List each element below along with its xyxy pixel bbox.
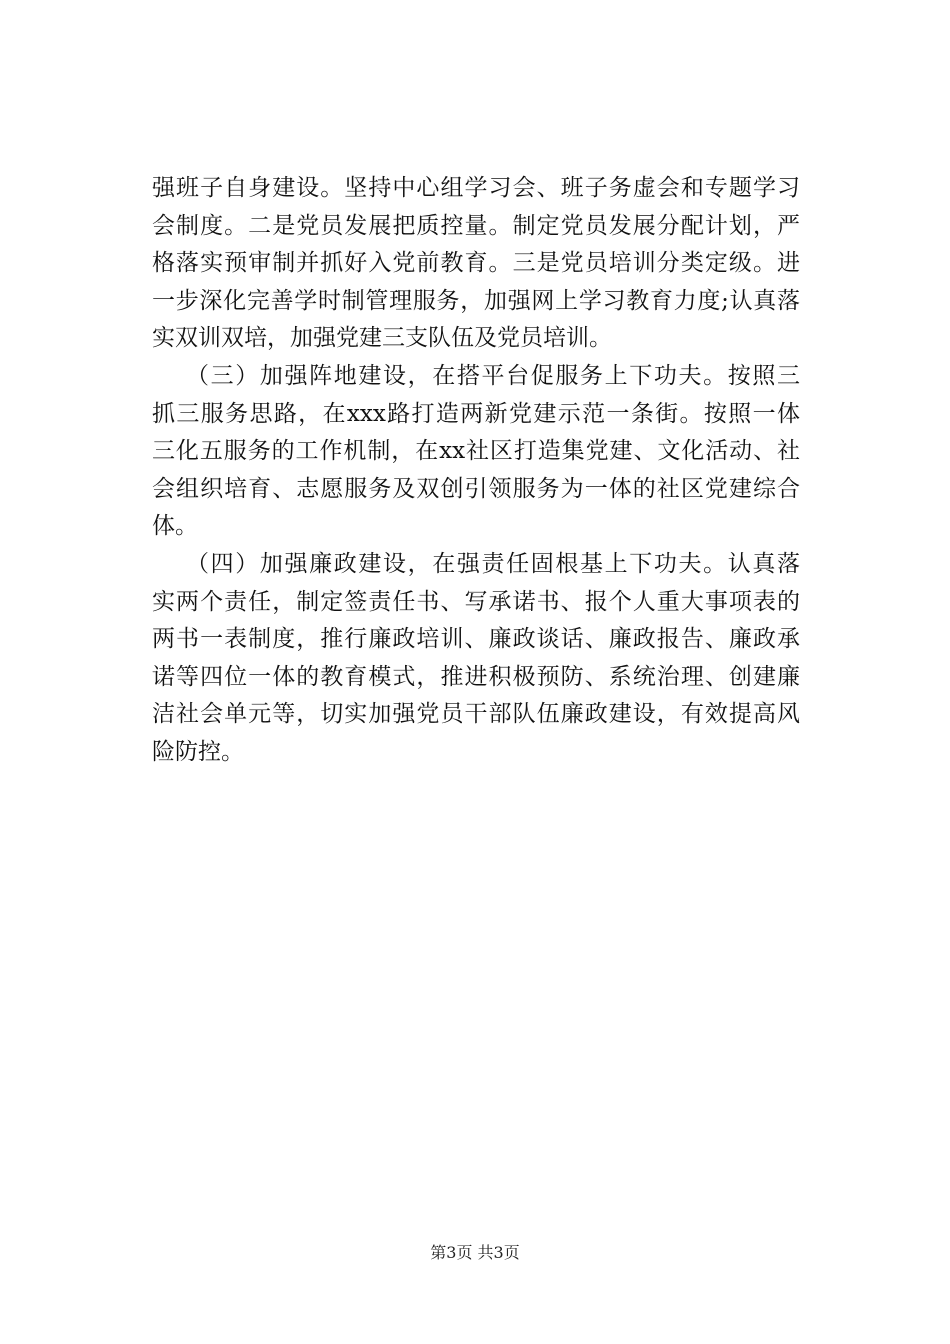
text-line: 实两个责任，制定签责任书、写承诺书、报个人重大事项表的 bbox=[152, 588, 800, 615]
page-footer: 第3页 共3页 bbox=[430, 1243, 520, 1262]
text-line: 体。 bbox=[152, 513, 198, 540]
text-line: 强班子自身建设。坚持中心组学习会、班子务虚会和专题学习 bbox=[152, 175, 800, 201]
text-line: 一步深化完善学时制管理服务，加强网上学习教育力度;认真落 bbox=[152, 287, 800, 314]
text-line: 险防控。 bbox=[152, 738, 244, 765]
text-line: 诺等四位一体的教育模式，推进积极预防、系统治理、创建廉 bbox=[152, 663, 800, 690]
text-line: 格落实预审制并抓好入党前教育。三是党员培训分类定级。进 bbox=[152, 250, 800, 277]
document-body bbox=[152, 170, 800, 772]
text-line: 实双训双培，加强党建三支队伍及党员培训。 bbox=[152, 325, 612, 352]
text-line: 两书一表制度，推行廉政培训、廉政谈话、廉政报告、廉政承 bbox=[152, 626, 800, 653]
text-line: 洁社会单元等，切实加强党员干部队伍廉政建设，有效提高风 bbox=[152, 701, 800, 728]
text-line: 会制度。二是党员发展把质控量。制定党员发展分配计划，严 bbox=[152, 212, 800, 239]
text-line: 三化五服务的工作机制，在xx社区打造集党建、文化活动、社 bbox=[152, 438, 800, 465]
text-line: （三）加强阵地建设，在搭平台促服务上下功夫。按照三 bbox=[186, 362, 800, 389]
text-line: 会组织培育、志愿服务及双创引领服务为一体的社区党建综合 bbox=[152, 475, 800, 502]
text-line: 抓三服务思路，在xxx路打造两新党建示范一条街。按照一体 bbox=[152, 400, 800, 427]
text-line: （四）加强廉政建设，在强责任固根基上下功夫。认真落 bbox=[186, 550, 800, 577]
